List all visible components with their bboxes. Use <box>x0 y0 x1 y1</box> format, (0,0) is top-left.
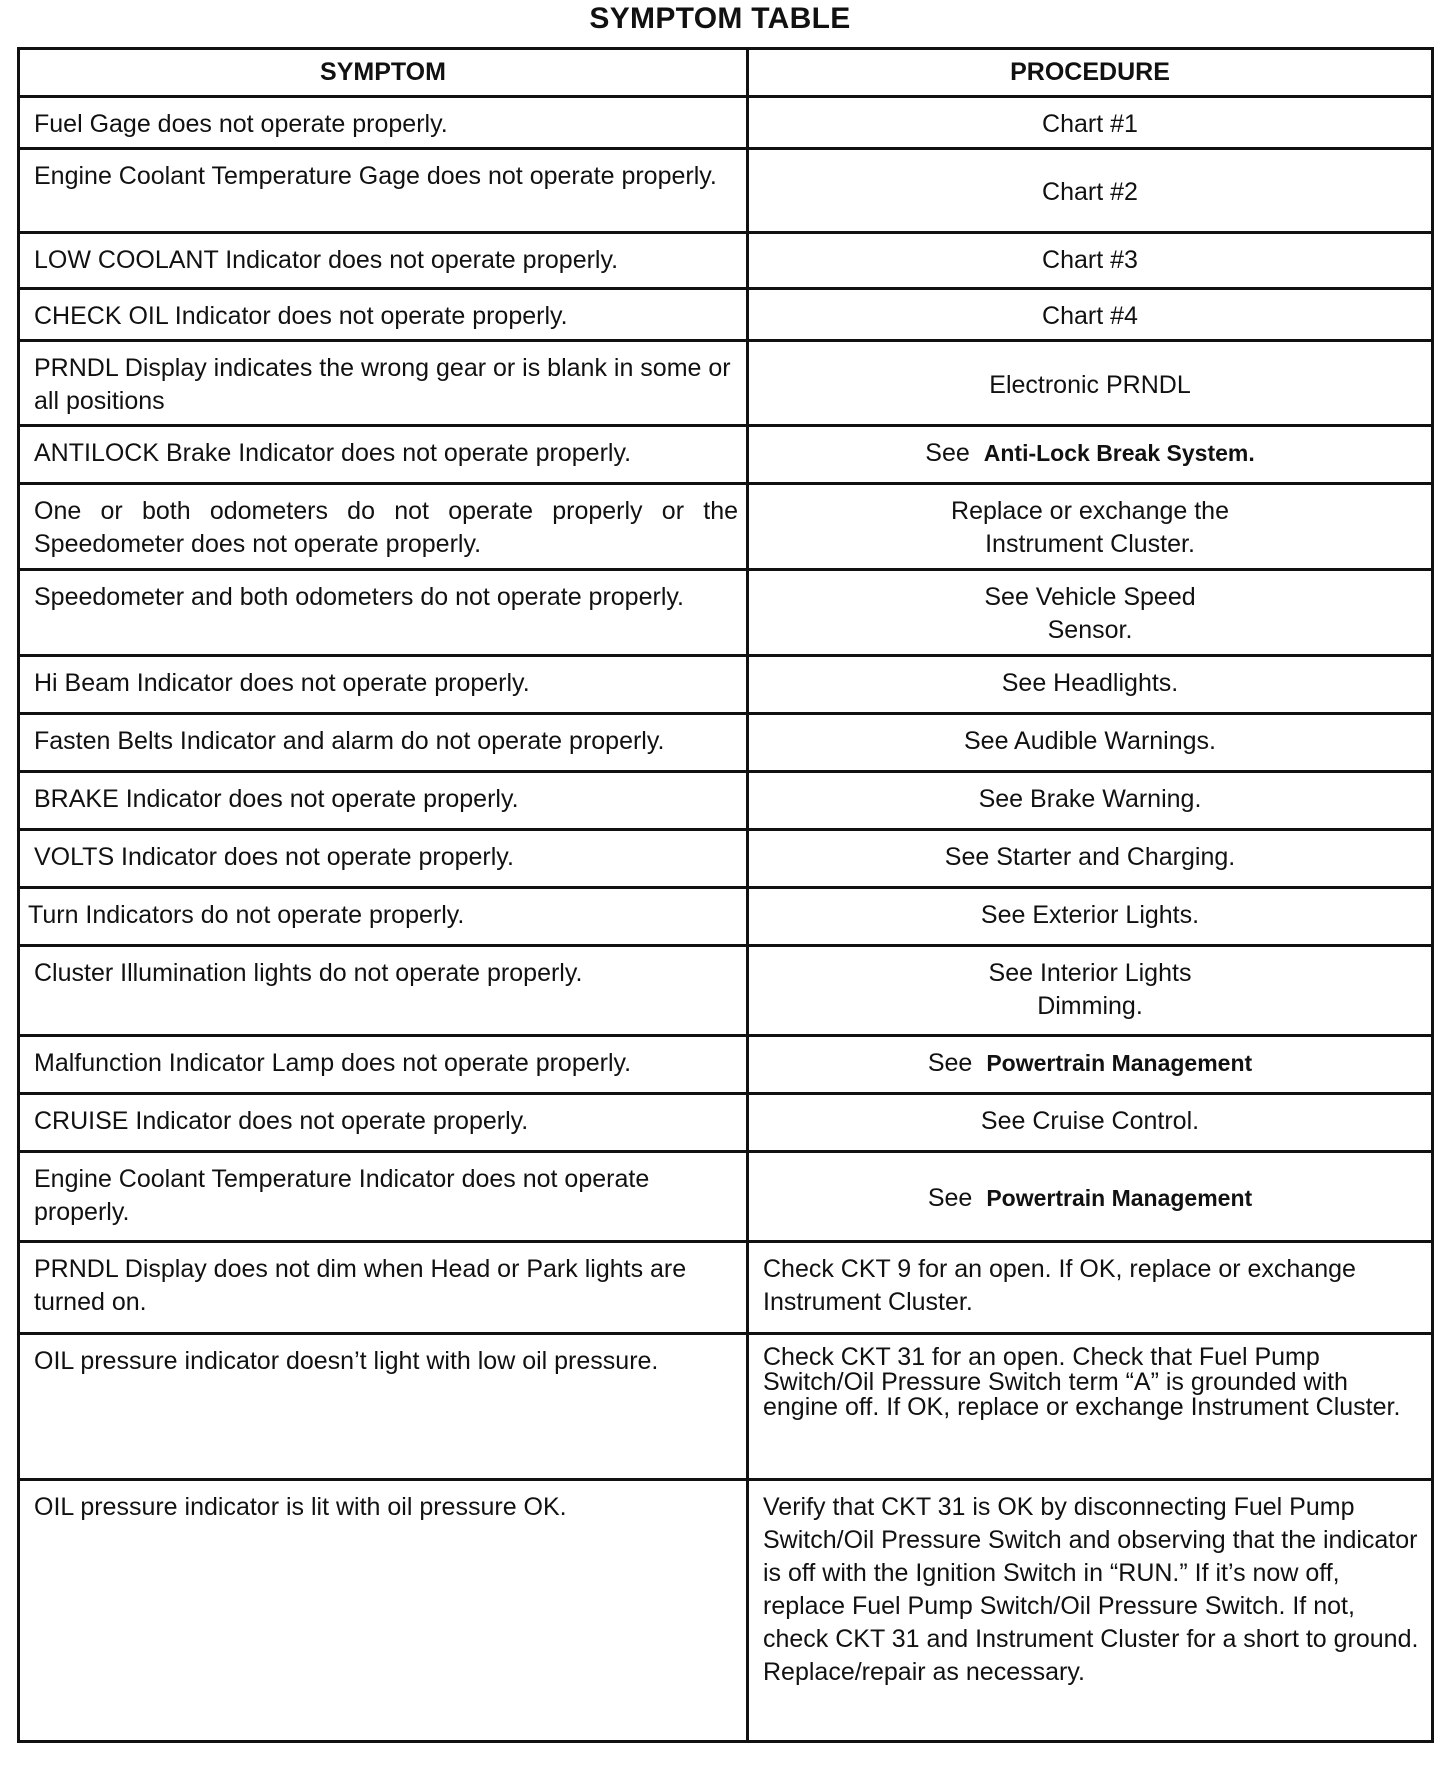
procedure-reference: Powertrain Management <box>986 1050 1253 1076</box>
table-row <box>19 233 1433 289</box>
procedure-cell: Electronic PRNDL <box>748 341 1433 426</box>
symptom-cell: OIL pressure indicator doesn’t light with low oil pressure. <box>19 1334 748 1480</box>
page-title: SYMPTOM TABLE <box>589 2 851 35</box>
symptom-cell: Fuel Gage does not operate properly. <box>19 97 748 149</box>
table-row <box>19 289 1433 341</box>
table-row <box>19 1094 1433 1152</box>
procedure-reference: Anti-Lock Break System. <box>983 440 1255 466</box>
table-row <box>19 97 1433 149</box>
procedure-cell <box>748 1036 1433 1094</box>
symptom-cell: BRAKE Indicator does not operate properly. <box>19 772 748 830</box>
table-row <box>19 946 1433 1036</box>
symptom-cell: LOW COOLANT Indicator does not operate properly. <box>19 233 748 289</box>
table-row <box>19 1480 1433 1742</box>
table-row <box>19 484 1433 570</box>
symptom-cell: One or both odometers do not operate properly or the Speedometer does not operate properly. <box>19 484 748 570</box>
procedure-cell: See Headlights. <box>748 656 1433 714</box>
table-row <box>19 656 1433 714</box>
procedure-cell <box>748 426 1433 484</box>
table-row <box>19 1152 1433 1242</box>
procedure-line: Replace or exchange the <box>951 497 1229 525</box>
symptom-cell: CHECK OIL Indicator does not operate properly. <box>19 289 748 341</box>
symptom-column-header: SYMPTOM <box>19 49 748 97</box>
table-row <box>19 1242 1433 1334</box>
procedure-line: Dimming. <box>1037 992 1143 1020</box>
procedure-cell <box>748 1152 1433 1242</box>
symptom-cell: ANTILOCK Brake Indicator does not operate properly. <box>19 426 748 484</box>
procedure-cell: Chart #1 <box>748 97 1433 149</box>
symptom-cell: Engine Coolant Temperature Gage does not operate properly. <box>19 149 748 233</box>
procedure-cell: See Exterior Lights. <box>748 888 1433 946</box>
table-row <box>19 341 1433 426</box>
symptom-cell: Fasten Belts Indicator and alarm do not operate properly. <box>19 714 748 772</box>
procedure-prefix: See <box>927 1184 973 1212</box>
symptom-cell: CRUISE Indicator does not operate properly. <box>19 1094 748 1152</box>
procedure-cell: Chart #4 <box>748 289 1433 341</box>
procedure-prefix: See <box>925 439 970 467</box>
procedure-cell: See Cruise Control. <box>748 1094 1433 1152</box>
table-row <box>19 888 1433 946</box>
procedure-cell: Check CKT 9 for an open. If OK, replace or exchange Instrument Cluster. <box>748 1242 1433 1334</box>
procedure-cell: See Starter and Charging. <box>748 830 1433 888</box>
procedure-line: Sensor. <box>1047 616 1133 644</box>
table-row <box>19 1334 1433 1480</box>
procedure-cell: Verify that CKT 31 is OK by disconnecting Fuel Pump Switch/Oil Pressure Switch and observing that the indicator is off with the Ignition Switch in “RUN.” If it’s now off, replace Fuel Pump Switch/Oil Pressure Switch. If not, check CKT 31 and Instrument Cluster for a short to ground. Replace/repair as necessary. <box>748 1480 1433 1742</box>
table-row <box>19 149 1433 233</box>
symptom-cell: Cluster Illumination lights do not operate properly. <box>19 946 748 1036</box>
symptom-cell: Hi Beam Indicator does not operate properly. <box>19 656 748 714</box>
procedure-line: Instrument Cluster. <box>985 530 1195 558</box>
procedure-cell: Chart #3 <box>748 233 1433 289</box>
table-row <box>19 714 1433 772</box>
procedure-cell <box>748 570 1433 656</box>
symptom-table <box>17 47 1434 1743</box>
procedure-line: See Vehicle Speed <box>984 583 1196 611</box>
procedure-cell <box>748 946 1433 1036</box>
procedure-prefix: See <box>927 1049 973 1077</box>
table-row <box>19 772 1433 830</box>
table-row <box>19 426 1433 484</box>
procedure-reference: Powertrain Management <box>986 1185 1253 1211</box>
table-row <box>19 570 1433 656</box>
procedure-cell: Check CKT 31 for an open. Check that Fuel Pump Switch/Oil Pressure Switch term “A” is grounded with engine off. If OK, replace or exchange Instrument Cluster. <box>748 1334 1433 1480</box>
symptom-cell: PRNDL Display does not dim when Head or Park lights are turned on. <box>19 1242 748 1334</box>
procedure-cell: See Audible Warnings. <box>748 714 1433 772</box>
table-row <box>19 830 1433 888</box>
procedure-column-header: PROCEDURE <box>748 49 1433 97</box>
header-row <box>19 49 1433 97</box>
symptom-cell: Engine Coolant Temperature Indicator does not operate properly. <box>19 1152 748 1242</box>
procedure-cell: See Brake Warning. <box>748 772 1433 830</box>
symptom-cell: VOLTS Indicator does not operate properly. <box>19 830 748 888</box>
symptom-cell: Turn Indicators do not operate properly. <box>19 888 748 946</box>
symptom-cell: Malfunction Indicator Lamp does not operate properly. <box>19 1036 748 1094</box>
procedure-cell <box>748 484 1433 570</box>
symptom-cell: Speedometer and both odometers do not operate properly. <box>19 570 748 656</box>
procedure-cell: Chart #2 <box>748 149 1433 233</box>
symptom-cell: OIL pressure indicator is lit with oil pressure OK. <box>19 1480 748 1742</box>
procedure-line: See Interior Lights <box>988 959 1192 987</box>
symptom-cell: PRNDL Display indicates the wrong gear or is blank in some or all positions <box>19 341 748 426</box>
table-row <box>19 1036 1433 1094</box>
